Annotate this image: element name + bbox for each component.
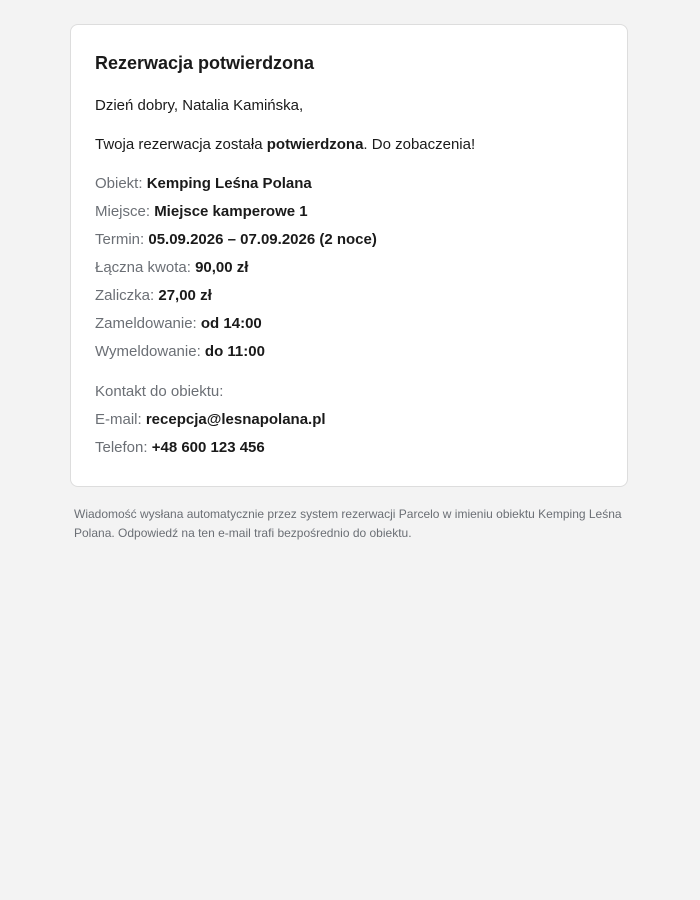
detail-label: Łączna kwota: <box>95 259 191 276</box>
detail-row-dates <box>95 229 603 257</box>
detail-value: 90,00 zł <box>195 259 249 276</box>
detail-value: Kemping Leśna Polana <box>146 175 312 192</box>
detail-label: Termin: <box>95 231 145 248</box>
detail-row-deposit <box>95 285 603 313</box>
footer-note: Wiadomość wysłana automatycznie przez system rezerwacji Parcelo w imieniu obiektu Kemping Leśna Polana. Odpowiedź na ten e-mail trafi bezpośrednio do obiektu. <box>74 507 622 540</box>
contact-email-link[interactable]: recepcja@lesnapolana.pl <box>145 411 326 428</box>
detail-row-checkin <box>95 313 603 341</box>
email-card <box>70 24 628 487</box>
contact-heading: Kontakt do obiektu: <box>95 383 224 400</box>
confirmation-message <box>95 134 603 156</box>
contact-row-phone <box>95 437 603 465</box>
email-title: Rezerwacja potwierdzona <box>95 53 315 73</box>
detail-row-object <box>95 173 603 201</box>
contact-phone-link[interactable]: +48 600 123 456 <box>151 439 265 456</box>
detail-value: 27,00 zł <box>158 287 212 304</box>
contact-row-email <box>95 409 603 437</box>
detail-value: do 11:00 <box>204 343 265 360</box>
contact-email-label: E-mail: <box>95 411 142 428</box>
detail-row-checkout <box>95 341 603 369</box>
detail-label: Zameldowanie: <box>95 315 197 332</box>
detail-row-place <box>95 201 603 229</box>
detail-label: Wymeldowanie: <box>95 343 201 360</box>
greeting-text: Dzień dobry, Natalia Kamińska, <box>95 97 304 114</box>
reservation-details <box>95 173 603 369</box>
detail-value: 05.09.2026 – 07.09.2026 (2 noce) <box>148 231 377 248</box>
detail-label: Zaliczka: <box>95 287 155 304</box>
message-suffix: . Do zobaczenia! <box>363 136 476 153</box>
detail-label: Obiekt: <box>95 175 143 192</box>
detail-label: Miejsce: <box>95 203 151 220</box>
detail-value: Miejsce kamperowe 1 <box>154 203 308 220</box>
message-status: potwierdzona <box>266 136 364 153</box>
contact-section <box>95 381 603 465</box>
detail-value: od 14:00 <box>200 315 262 332</box>
message-prefix: Twoja rezerwacja została <box>95 136 267 153</box>
contact-phone-label: Telefon: <box>95 439 148 456</box>
detail-row-total <box>95 257 603 285</box>
